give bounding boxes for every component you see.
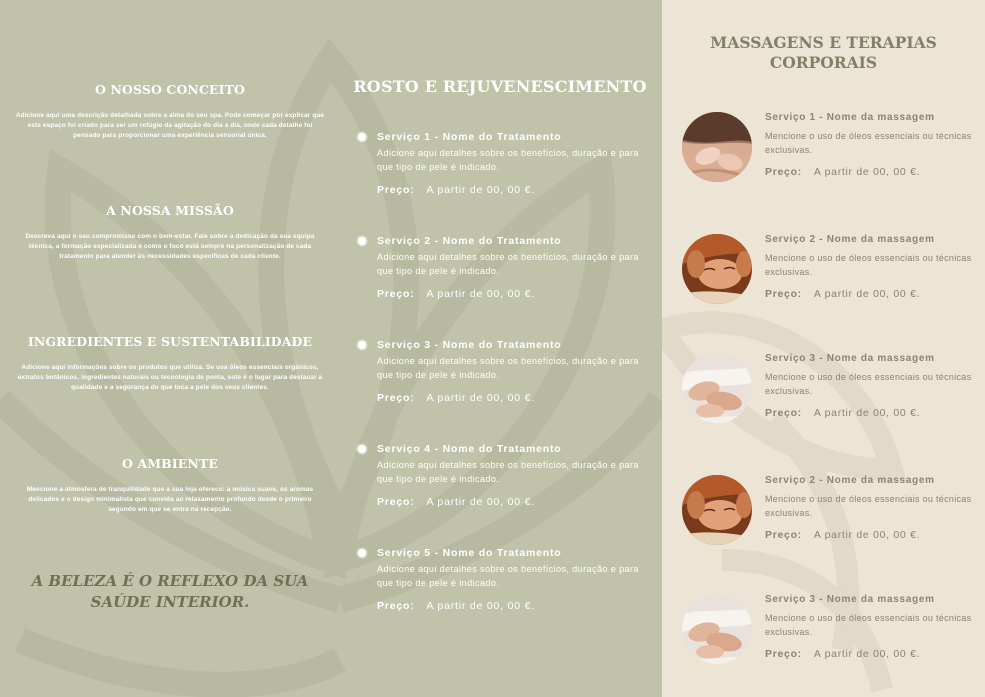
treatment-price	[377, 184, 535, 196]
treatment-name: Serviço 3 - Nome do Tratamento	[377, 339, 562, 351]
massage-price	[765, 288, 920, 300]
treatment-description: Adicione aqui detalhes sobre os benefícios, duração e para que tipo de pele é indicado.	[377, 356, 639, 380]
massage-name: Serviço 3 - Nome da massagem	[765, 353, 935, 364]
bullet-icon	[358, 341, 366, 349]
back-massage-photo	[682, 112, 752, 182]
treatment-description: Adicione aqui detalhes sobre os benefícios, duração e para que tipo de pele é indicado.	[377, 148, 639, 172]
facial-section-title: ROSTO E REJUVENESCIMENTO	[353, 77, 647, 96]
price-value: A partir de 00, 00 €.	[426, 392, 535, 404]
massage-description: Mencione o uso de óleos essenciais ou técnicas exclusivas.	[765, 613, 972, 637]
massage-name: Serviço 2 - Nome da massagem	[765, 475, 935, 486]
price-label: Preço:	[377, 600, 415, 612]
massage-price	[765, 529, 920, 541]
hand-massage-photo	[682, 353, 752, 423]
massage-name: Serviço 3 - Nome da massagem	[765, 594, 935, 605]
price-value: A partir de 00, 00 €.	[426, 184, 535, 196]
hand-massage-photo	[682, 594, 752, 664]
massage-description: Mencione o uso de óleos essenciais ou técnicas exclusivas.	[765, 253, 972, 277]
massage-description: Mencione o uso de óleos essenciais ou técnicas exclusivas.	[765, 131, 972, 155]
treatment-description: Adicione aqui detalhes sobre os benefícios, duração e para que tipo de pele é indicado.	[377, 564, 639, 588]
bullet-icon	[358, 549, 366, 557]
price-value: A partir de 00, 00 €.	[813, 648, 921, 660]
treatment-name: Serviço 5 - Nome do Tratamento	[377, 547, 562, 559]
price-label: Preço:	[765, 407, 802, 419]
price-value: A partir de 00, 00 €.	[426, 288, 535, 300]
price-label: Preço:	[377, 392, 415, 404]
concept-section	[14, 82, 326, 142]
treatment-name: Serviço 2 - Nome do Tratamento	[377, 235, 562, 247]
massage-price	[765, 407, 920, 419]
bullet-icon	[358, 133, 366, 141]
price-label: Preço:	[765, 288, 802, 300]
price-label: Preço:	[765, 648, 802, 660]
price-label: Preço:	[765, 166, 802, 178]
treatment-name: Serviço 1 - Nome do Tratamento	[377, 131, 562, 143]
treatment-description: Adicione aqui detalhes sobre os benefícios, duração e para que tipo de pele é indicado.	[377, 460, 639, 484]
price-value: A partir de 00, 00 €.	[426, 496, 535, 508]
price-label: Preço:	[377, 288, 415, 300]
price-value: A partir de 00, 00 €.	[813, 407, 921, 419]
ingredients-title: INGREDIENTES E SUSTENTABILIDADE	[27, 334, 313, 349]
treatment-price	[377, 600, 535, 612]
treatment-price	[377, 392, 535, 404]
facial-massage-photo	[682, 475, 752, 545]
ambience-section	[14, 456, 326, 516]
mission-title: A NOSSA MISSÃO	[106, 203, 234, 218]
concept-title: O NOSSO CONCEITO	[95, 82, 245, 97]
left-panel	[0, 0, 340, 697]
massage-price	[765, 648, 920, 660]
facial-massage-photo	[682, 234, 752, 304]
ambience-title: O AMBIENTE	[122, 456, 218, 471]
price-value: A partir de 00, 00 €.	[426, 600, 535, 612]
price-label: Preço:	[377, 496, 415, 508]
price-value: A partir de 00, 00 €.	[813, 529, 921, 541]
concept-text: Adicione aqui uma descrição detalhada sobre a alma do seu spa. Pode começar por explicar que este espaço foi criado para ser um refúgio da agitação do dia a dia, onde cada detalhe foi pensado para proporcionar uma experiência sensorial única.	[15, 112, 325, 140]
treatment-price	[377, 496, 535, 508]
ingredients-text: Adicione aqui informações sobre os produtos que utiliza. Se usa óleos essenciais orgânicos, extratos botânicos, ingredientes naturais ou tecnologia de ponta, este é o lugar para destacar a qualidade e a segurança do que toca a pele dos seus clientes.	[17, 364, 323, 392]
price-label: Preço:	[765, 529, 802, 541]
treatment-price	[377, 288, 535, 300]
massage-section-title: MASSAGENS E TERAPIAS CORPORAIS	[710, 33, 937, 72]
tagline-quote: A BELEZA É O REFLEXO DA SUA SAÚDE INTERIOR.	[31, 572, 309, 611]
massage-description: Mencione o uso de óleos essenciais ou técnicas exclusivas.	[765, 372, 972, 396]
bullet-icon	[358, 237, 366, 245]
price-value: A partir de 00, 00 €.	[813, 288, 921, 300]
middle-panel	[350, 0, 662, 697]
massage-name: Serviço 2 - Nome da massagem	[765, 234, 935, 245]
mission-section	[14, 203, 326, 263]
mission-text: Descreva aqui o seu compromisso com o bem-estar. Fale sobre a dedicação da sua equipa técnica, a formação especializada e como o foco está sempre na personalização de cada tratamento para atender às necessidades específicas de cada cliente.	[25, 233, 315, 261]
ingredients-section	[14, 334, 326, 394]
price-value: A partir de 00, 00 €.	[813, 166, 921, 178]
right-panel	[662, 0, 985, 697]
bullet-icon	[358, 445, 366, 453]
ambience-text: Mencione a atmosfera de tranquilidade que a sua loja oferece: a música suave, os aromas delicados e o design minimalista que convida ao relaxamento profundo desde o primeiro segundo em que se entra na recepção.	[26, 486, 314, 514]
price-label: Preço:	[377, 184, 415, 196]
massage-price	[765, 166, 920, 178]
massage-name: Serviço 1 - Nome da massagem	[765, 112, 935, 123]
treatment-name: Serviço 4 - Nome do Tratamento	[377, 443, 562, 455]
treatment-description: Adicione aqui detalhes sobre os benefícios, duração e para que tipo de pele é indicado.	[377, 252, 639, 276]
massage-description: Mencione o uso de óleos essenciais ou técnicas exclusivas.	[765, 494, 972, 518]
